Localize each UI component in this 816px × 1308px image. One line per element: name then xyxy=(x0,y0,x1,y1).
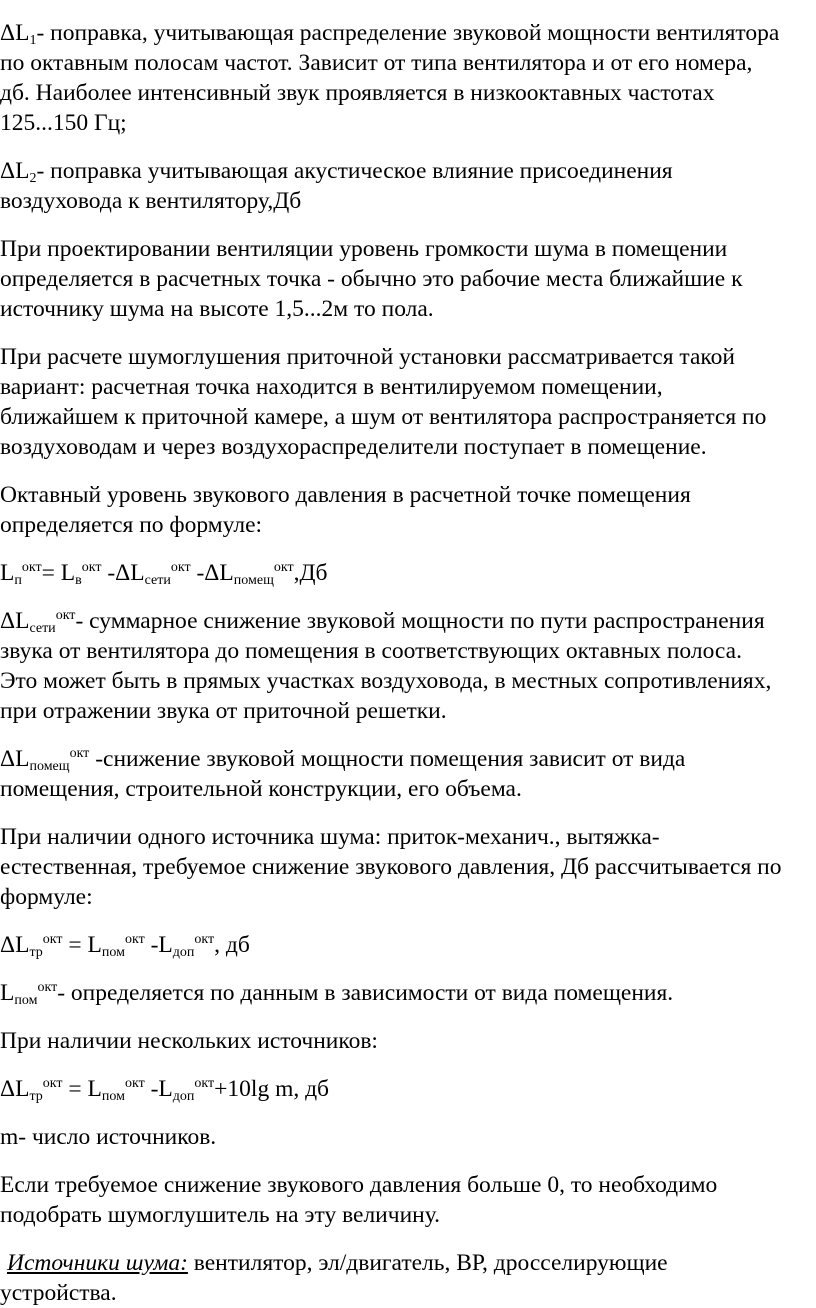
superscript: окт xyxy=(170,560,191,575)
text: вентилятор, эл/двигатель, ВР, дросселирующие xyxy=(187,1250,668,1276)
text-line: дб. Наиболее интенсивный звук проявляется в низкооктавных частотах xyxy=(0,80,715,106)
subscript: пом xyxy=(14,993,38,1008)
paragraph-design xyxy=(0,234,816,324)
superscript: окт xyxy=(42,932,63,947)
text-line xyxy=(0,18,810,48)
subscript: 2 xyxy=(29,171,37,186)
subscript: помещ xyxy=(233,573,274,588)
subscript: помещ xyxy=(29,759,70,774)
symbol: L xyxy=(0,980,15,1006)
symbol: ΔL xyxy=(0,158,30,184)
symbol: ΔL xyxy=(0,20,30,46)
text-line: 125...150 Гц; xyxy=(0,110,127,136)
superscript: окт xyxy=(69,746,90,761)
text-line: определяется по формуле: xyxy=(0,512,263,538)
text-line: ближайшем к приточной камере, а шум от вентилятора распространяется по xyxy=(0,404,767,430)
paragraph-delta-l-network xyxy=(0,606,816,726)
text-line: источнику шума на высоте 1,5...2м то пола. xyxy=(0,296,434,322)
subscript: сети xyxy=(144,573,171,588)
text-line xyxy=(0,978,810,1008)
text-line: При наличии одного источника шума: приток-механич., вытяжка- xyxy=(0,824,660,850)
subscript: сети xyxy=(29,621,56,636)
text-line: помещения, строительной конструкции, его объема. xyxy=(0,776,522,802)
paragraph-single-source xyxy=(0,822,816,912)
superscript: окт xyxy=(81,560,102,575)
paragraph-octave-level xyxy=(0,480,816,540)
text-line: При наличии нескольких источников: xyxy=(0,1028,378,1054)
paragraph-multiple-sources xyxy=(0,1026,816,1056)
subscript: доп xyxy=(172,945,195,960)
subscript: п xyxy=(14,573,22,588)
text-line: Это может быть в прямых участках воздуховода, в местных сопротивлениях, xyxy=(0,668,772,694)
formula-required-reduction xyxy=(0,930,816,960)
text-line: звука от вентилятора до помещения в соответствующих октавных полоса. xyxy=(0,638,742,664)
text: -снижение звуковой мощности помещения зависит от вида xyxy=(89,746,686,772)
text: - поправка, учитывающая распределение звуковой мощности вентилятора xyxy=(36,20,780,46)
subscript: пом xyxy=(101,1089,125,1104)
subscript: пом xyxy=(101,945,125,960)
text-line: Октавный уровень звукового давления в расчетной точке помещения xyxy=(0,482,691,508)
superscript: окт xyxy=(55,608,76,623)
text-line: определяется в расчетных точка - обычно это рабочие места ближайшие к xyxy=(0,266,743,292)
paragraph-calculation xyxy=(0,342,816,462)
paragraph-noise-sources xyxy=(0,1248,816,1308)
superscript: окт xyxy=(124,1076,145,1091)
formula-line xyxy=(0,558,810,588)
formula-term: = L xyxy=(41,560,76,586)
noise-sources-label: Источники шума: xyxy=(7,1250,188,1276)
text-line: при отражении звука от приточной решетки. xyxy=(0,698,447,724)
formula-term: -ΔL xyxy=(190,560,234,586)
text-line: Если требуемое снижение звукового давления больше 0, то необходимо xyxy=(0,1172,718,1198)
superscript: окт xyxy=(37,980,58,995)
superscript: окт xyxy=(124,932,145,947)
symbol: ΔL xyxy=(0,746,30,772)
text-line: по октавным полосам частот. Зависит от типа вентилятора и от его номера, xyxy=(0,50,753,76)
formula-octave-level xyxy=(0,558,816,588)
paragraph-silencer xyxy=(0,1170,816,1230)
text-line: воздуховодам и через воздухораспределители поступает в помещение. xyxy=(0,434,707,460)
formula-term: , дб xyxy=(214,932,250,958)
formula-term: = L xyxy=(62,1076,102,1102)
formula-term: -L xyxy=(144,1076,173,1102)
text-line: вариант: расчетная точка находится в вентилируемом помещении, xyxy=(0,374,663,400)
paragraph-m-definition xyxy=(0,1122,816,1152)
superscript: окт xyxy=(194,1076,215,1091)
formula-multiple-sources xyxy=(0,1074,816,1104)
text-line: При проектировании вентиляции уровень громкости шума в помещении xyxy=(0,236,728,262)
text-line xyxy=(0,606,810,636)
paragraph-l-room xyxy=(0,978,816,1008)
formula-term: ΔL xyxy=(0,1076,30,1102)
text-line xyxy=(0,744,810,774)
paragraph-delta-l2 xyxy=(0,156,816,216)
text-line: естественная, требуемое снижение звукового давления, Дб рассчитывается по xyxy=(0,854,782,880)
text-line xyxy=(0,1248,810,1278)
formula-term: ΔL xyxy=(0,932,30,958)
subscript: тр xyxy=(29,945,43,960)
formula-term: ,Дб xyxy=(293,560,328,586)
text-line: m- число источников. xyxy=(0,1124,217,1150)
formula-term: -ΔL xyxy=(101,560,145,586)
text-line: формуле: xyxy=(0,884,93,910)
subscript: доп xyxy=(172,1089,195,1104)
text-line: устройства. xyxy=(0,1280,117,1306)
superscript: окт xyxy=(42,1076,63,1091)
superscript: окт xyxy=(21,560,42,575)
formula-term: L xyxy=(0,560,15,586)
text-line: подобрать шумоглушитель на эту величину. xyxy=(0,1202,441,1228)
text: - суммарное снижение звуковой мощности по пути распространения xyxy=(75,608,765,634)
symbol: ΔL xyxy=(0,608,30,634)
text: - поправка учитывающая акустическое влияние присоединения xyxy=(36,158,673,184)
formula-term: +10lg m, дб xyxy=(214,1076,330,1102)
formula-term: -L xyxy=(144,932,173,958)
text: - определяется по данным в зависимости от вида помещения. xyxy=(57,980,674,1006)
formula-line xyxy=(0,1074,810,1104)
subscript: 1 xyxy=(29,33,37,48)
paragraph-delta-l-room xyxy=(0,744,816,804)
paragraph-delta-l1 xyxy=(0,18,816,138)
text-line: воздуховода к вентилятору,Дб xyxy=(0,188,302,214)
text-line: При расчете шумоглушения приточной установки рассматривается такой xyxy=(0,344,735,370)
superscript: окт xyxy=(194,932,215,947)
superscript: окт xyxy=(273,560,294,575)
formula-line xyxy=(0,930,810,960)
text-line xyxy=(0,156,810,186)
subscript: в xyxy=(75,573,82,588)
formula-term: = L xyxy=(62,932,102,958)
subscript: тр xyxy=(29,1089,43,1104)
